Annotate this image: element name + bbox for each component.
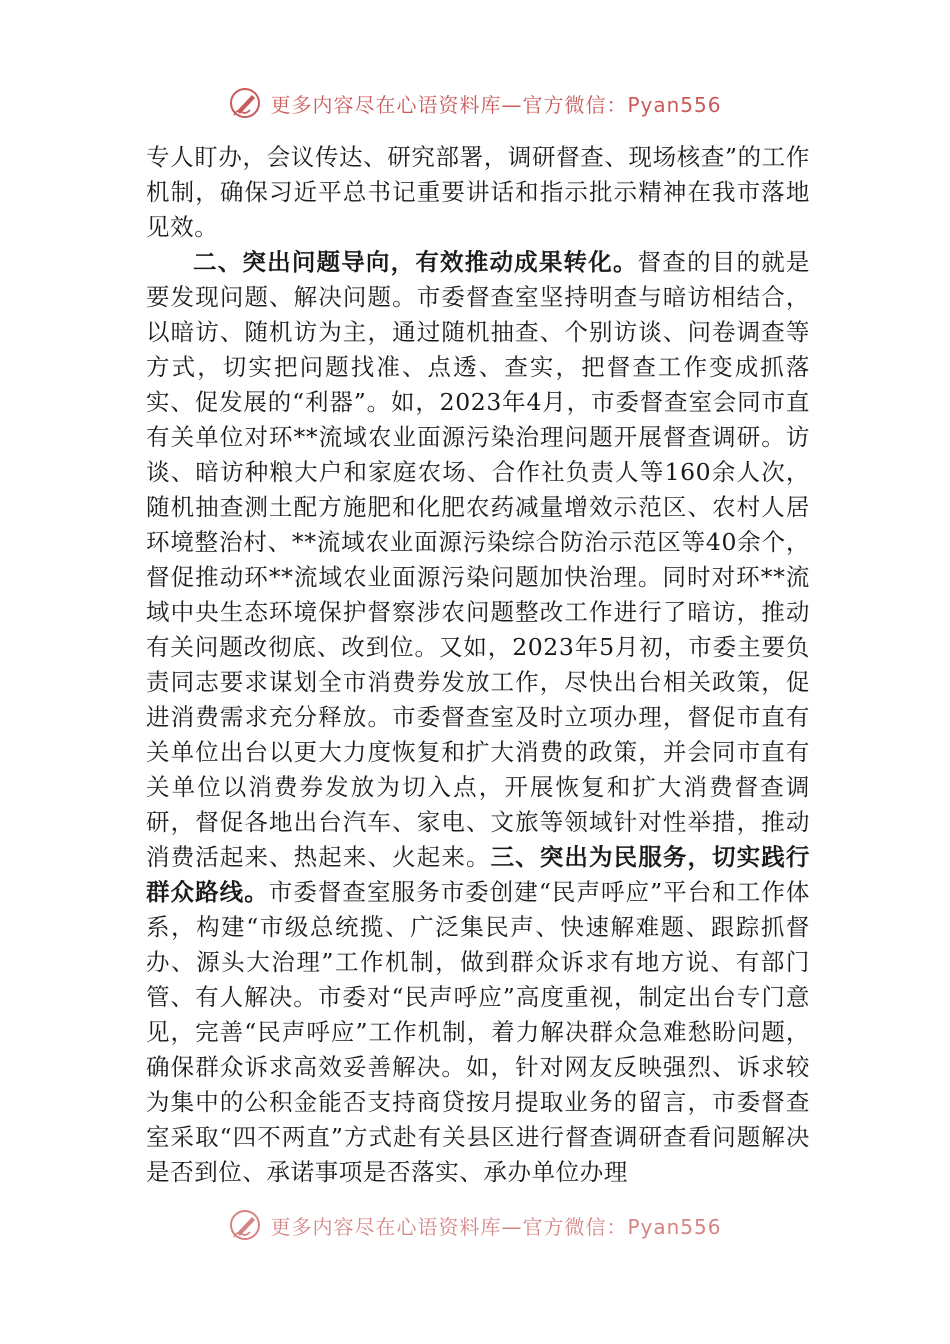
watermark-text: 更多内容尽在心语资料库—官方微信：Pyan556 (270, 92, 722, 117)
document-body (146, 140, 810, 1190)
section-two-body: 督查的目的就是要发现问题、解决问题。市委督查室坚持明查与暗访相结合，以暗访、随机访为主，通过随机抽查、个别访谈、问卷调查等方式，切实把问题找准、点透、查实，把督查工作变成抓落实、促发展的“利器”。如，2023年4月，市委督查室会同市直有关单位对环**流域农业面源污染治理问题开展督查调研。访谈、暗访种粮大户和家庭农场、合作社负责人等160余人次，随机抽查测土配方施肥和化肥农药减量增效示范区、农村人居环境整治村、**流域农业面源污染综合防治示范区等40余个，督促推动环**流域农业面源污染问题加快治理。同时对环**流域中央生态环境保护督察涉农问题整改工作进行了暗访，推动有关问题改彻底、改到位。又如，2023年5月初，市委主要负责同志要求谋划全市消费券发放工作，尽快出台相关政策，促进消费需求充分释放。市委督查室及时立项办理，督促市直有关单位出台以更大力度恢复和扩大消费的政策，并会同市直有关单位以消费券发放为切入点，开展恢复和扩大消费督查调研，督促各地出台汽车、家电、文旅等领域针对性举措，推动消费活起来、热起来、火起来。 (146, 248, 810, 871)
pen-logo-icon (228, 1208, 262, 1242)
watermark-footer (0, 1208, 950, 1242)
section-three-body: 市委督查室服务市委创建“民声呼应”平台和工作体系，构建“市级总统揽、广泛集民声、快速解难题、跟踪抓督办、源头大治理”工作机制，做到群众诉求有地方说、有部门管、有人解决。市委对“民声呼应”高度重视，制定出台专门意见，完善“民声呼应”工作机制，着力解决群众急难愁盼问题，确保群众诉求高效妥善解决。如，针对网友反映强烈、诉求较为集中的公积金能否支持商贷按月提取业务的留言，市委督查室采取“四不两直”方式赴有关县区进行督查调研查看问题解决是否到位、承诺事项是否落实、承办单位办理 (146, 878, 811, 1186)
section-three-heading: 三、突出为民服务，切实践行群众路线。 (146, 843, 810, 906)
paragraph-1-text: 专人盯办，会议传达、研究部署，调研督查、现场核查”的工作机制，确保习近平总书记重要讲话和指示批示精神在我市落地见效。 (146, 143, 810, 241)
pen-logo-icon (228, 86, 262, 120)
watermark-text: 更多内容尽在心语资料库—官方微信：Pyan556 (270, 1214, 722, 1239)
section-two-heading: 二、突出问题导向，有效推动成果转化。 (193, 248, 638, 276)
paragraph-2 (146, 245, 810, 1190)
watermark-header (0, 86, 950, 120)
paragraph-1 (146, 140, 810, 245)
